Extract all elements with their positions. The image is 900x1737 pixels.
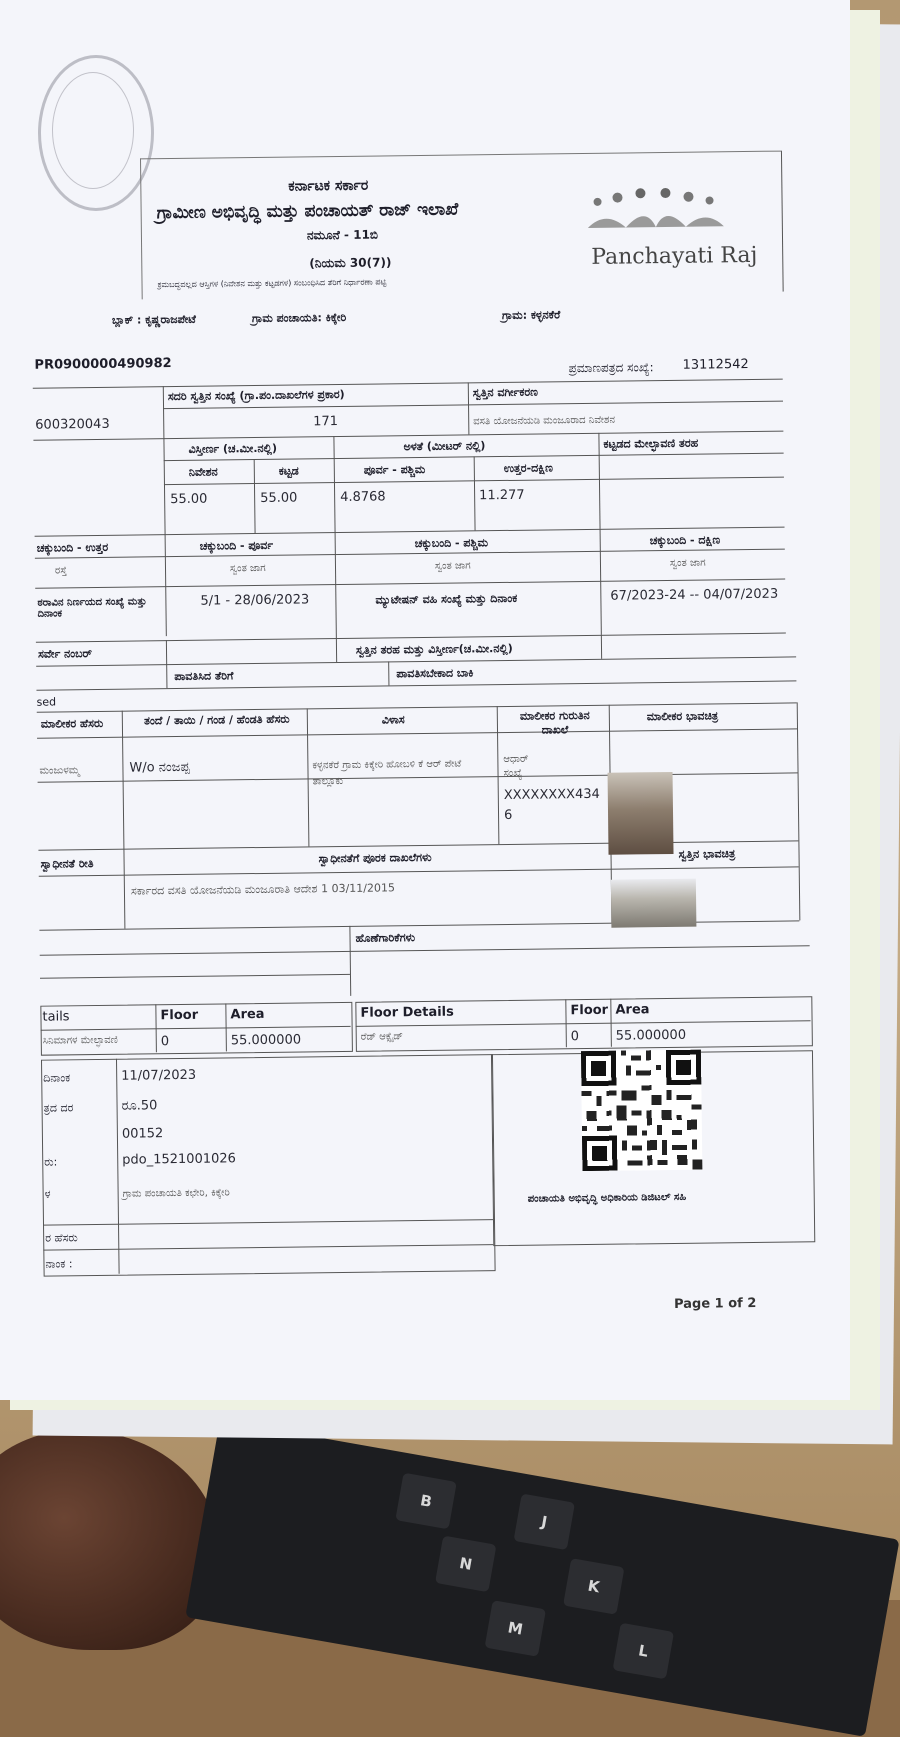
east-label: ಚಕ್ಕುಬಂದಿ - ಪೂರ್ವ xyxy=(199,538,274,553)
building-label: ಕಟ್ಟಡ xyxy=(278,464,299,478)
rule xyxy=(163,386,167,636)
id-line-4: 6 xyxy=(503,807,513,824)
survey-label: ಸರ್ವೇ ನಂಬರ್ xyxy=(37,647,92,661)
ownership-docs-value: ಸರ್ಕಾರದ ವಸತಿ ಯೋಜನೆಯಡಿ ಮಂಜೂರಾತಿ ಆದೇಶ 1 03/11/2015 xyxy=(130,881,396,898)
rule xyxy=(40,974,350,979)
qr-code-icon xyxy=(581,1050,702,1171)
rule xyxy=(122,711,126,929)
rule xyxy=(36,680,796,690)
north-value: ರಸ್ತೆ xyxy=(54,565,67,577)
relation-value: W/o ನಂಜಪ್ಪ xyxy=(129,759,190,776)
owner-name-label: ಮಾಲೀಕರ ಹೆಸರು xyxy=(40,716,104,731)
key-l: L xyxy=(613,1623,675,1680)
owner-photo-label: ಮಾಲೀಕರ ಭಾವಚಿತ್ರ xyxy=(646,709,719,724)
floors-left-floor-label: Floor xyxy=(160,1007,199,1024)
rule xyxy=(333,436,335,532)
date-value: 11/07/2023 xyxy=(121,1067,197,1084)
west-label: ಚಕ್ಕುಬಂದಿ - ಪಶ್ಚಿಮ xyxy=(414,536,489,551)
rule xyxy=(254,459,256,533)
mutation-label: ಮ್ಯುಟೇಷನ್ ವಹಿ ಸಂಖ್ಯೆ ಮತ್ತು ದಿನಾಂಕ xyxy=(375,591,518,607)
floors-left-floor: 0 xyxy=(160,1034,170,1050)
id-line-3: XXXXXXXX434 xyxy=(503,786,600,804)
rule xyxy=(474,456,476,530)
north-label: ಚಕ್ಕುಬಂದಿ - ಉತ್ತರ xyxy=(36,540,109,555)
panchayati-raj-logo-icon xyxy=(585,186,726,238)
rule xyxy=(797,702,801,920)
ns-value: 11.277 xyxy=(479,487,525,504)
class-value: ವಸತಿ ಯೋಜನೆಯಡಿ ಮಂಜೂರಾದ ನಿವೇಶನ xyxy=(473,414,616,428)
fee-label: ತ್ರದ ದರ xyxy=(43,1101,74,1115)
property-photo-label: ಸ್ವತ್ತಿನ ಭಾವಚಿತ್ರ xyxy=(678,847,736,861)
rule xyxy=(349,926,351,996)
floors-right-floor-label: Floor xyxy=(570,1002,609,1019)
rule xyxy=(37,728,797,738)
department-title: ಗ್ರಾಮೀಣ ಅಭಿವೃದ್ಧಿ ಮತ್ತು ಪಂಚಾಯತ್ ರಾಜ್ ಇಲಾಖೆ xyxy=(156,199,459,224)
site-value: 55.00 xyxy=(170,491,208,508)
block-name: ಬ್ಲಾಕ್ : ಕೃಷ್ಣರಾಜಪೇಟೆ xyxy=(111,312,196,327)
site-label: ನಿವೇಶನ xyxy=(188,465,218,479)
id-line-1: ಆಧಾರ್ xyxy=(503,753,529,766)
rule xyxy=(336,638,337,662)
south-value: ಸ್ವಂತ ಜಾಗ xyxy=(669,557,706,569)
owner-photo xyxy=(608,772,674,855)
certificate-number: 13112542 xyxy=(682,356,749,373)
ownership-method-label: ಸ್ವಾಧೀನತೆ ರೀತಿ xyxy=(40,857,94,871)
date2-label: ನಾಂಕ : xyxy=(45,1257,73,1271)
owner-name-value: ಮಂಜುಳಮ್ಮ xyxy=(39,765,80,777)
floors-right-type: ರೆಡ್ ಆಕ್ಸೈಡ್ xyxy=(360,1031,404,1043)
west-value: ಸ್ವಂತ ಜಾಗ xyxy=(434,560,471,572)
date-label: ದಿನಾಂಕ xyxy=(43,1071,71,1085)
ns-label: ಉತ್ತರ-ದಕ್ಷಿಣ xyxy=(503,461,553,475)
user-label: ರು: xyxy=(44,1155,58,1169)
liabilities-label: ಹೊಣೆಗಾರಿಕೆಗಳು xyxy=(355,931,416,945)
owner-id-label: ಮಾಲೀಕರ ಗುರುತಿನ ದಾಖಲೆ xyxy=(519,708,590,737)
form-subtitle: ಕ್ರಮಬದ್ಧವಲ್ಲದ ಆಸ್ತಿಗಳ (ನಿವೇಶನ ಮತ್ತು ಕಟ್ಟಡಗಳ) ಸಂಬಂಧಿಸಿದ ತೆರಿಗೆ ನಿರ್ಧಾರಣಾ ಪಟ್ಟಿ xyxy=(157,277,387,290)
govt-title: ಕರ್ನಾಟಕ ಸರ್ಕಾರ xyxy=(288,177,369,195)
tax-due-label: ಪಾವತಿಸಬೇಕಾದ ಬಾಕಿ xyxy=(396,666,474,681)
left-fragment: sed xyxy=(36,695,57,709)
rule xyxy=(36,656,796,666)
name-label: ರ ಹೆಸರು xyxy=(45,1231,78,1245)
key-m: M xyxy=(485,1600,547,1657)
logo-text: Panchayati Raj xyxy=(591,242,758,270)
prop-no-value: 171 xyxy=(313,414,339,430)
receipt-value: 00152 xyxy=(121,1126,164,1142)
key-n: N xyxy=(435,1536,497,1593)
id-line-2: ಸಂಖ್ಯೆ xyxy=(503,767,523,780)
floors-right-area: 55.000000 xyxy=(615,1027,687,1044)
floors-right-area-label: Area xyxy=(615,1002,650,1018)
user-value: pdo_1521001026 xyxy=(122,1151,236,1168)
digital-signature-label: ಪಂಚಾಯತಿ ಅಭಿವೃದ್ಧಿ ಅಧಿಕಾರಿಯ ಡಿಜಿಟಲ್ ಸಹಿ xyxy=(527,1191,687,1205)
mutation-value: 67/2023-24 -- 04/07/2023 xyxy=(610,586,779,604)
relation-label: ತಂದೆ / ತಾಯಿ / ಗಂಡ / ಹೆಂಡತಿ ಹೆಸರು xyxy=(144,712,290,728)
rule xyxy=(36,633,786,643)
property-type-label: ಸ್ವತ್ತಿನ ತರಹ ಮತ್ತು ವಿಸ್ತೀರ್ಣ(ಚ.ಮೀ.ನಲ್ಲಿ) xyxy=(355,641,513,657)
office-value: ಗ್ರಾಮ ಪಂಚಾಯತಿ ಕಛೇರಿ, ಕಿಕ್ಕೇರಿ xyxy=(122,1187,230,1200)
col-a-value: 600320043 xyxy=(35,416,110,433)
resolution-value: 5/1 - 28/06/2023 xyxy=(200,592,310,609)
rule xyxy=(39,866,799,876)
extent-label: ವಿಸ್ತೀರ್ಣ (ಚ.ಮೀ.ನಲ್ಲಿ) xyxy=(188,441,278,456)
property-photo xyxy=(611,879,697,928)
certificate-label: ಪ್ರಮಾಣಪತ್ರದ ಸಂಖ್ಯೆ: xyxy=(568,360,654,376)
rule xyxy=(598,433,600,529)
fee-value: ರೂ.50 xyxy=(121,1098,158,1114)
rule xyxy=(33,379,783,389)
address-label: ವಿಳಾಸ xyxy=(381,713,405,727)
rule xyxy=(601,635,602,659)
tax-paid-label: ಪಾವತಿಸಿದ ತೆರಿಗೆ xyxy=(174,669,234,684)
form-number: ನಮೂನೆ - 11ಬಿ xyxy=(306,227,379,243)
east-value: ಸ್ವಂತ ಜಾಗ xyxy=(229,562,266,575)
floors-left-area: 55.000000 xyxy=(230,1032,302,1049)
ownership-docs-label: ಸ್ವಾಧೀನತೆಗೆ ಪೂರಕ ದಾಖಲೆಗಳು xyxy=(318,850,432,866)
footer-left-box xyxy=(41,1054,496,1277)
resolution-label: ಠರಾವಿನ ನಿರ್ಣಯದ ಸಂಖ್ಯೆ ಮತ್ತು ದಿನಾಂಕ xyxy=(37,596,147,620)
building-value: 55.00 xyxy=(260,490,298,506)
key-b: B xyxy=(395,1473,457,1530)
rule xyxy=(335,532,337,638)
floors-left-area-label: Area xyxy=(230,1006,265,1023)
floors-left-details-label: tails xyxy=(42,1009,70,1025)
floors-left-type: ಸಿನಿಮಾಗಳ ಮೇಲ್ಛಾವಣಿ xyxy=(42,1034,118,1047)
ew-label: ಪೂರ್ವ - ಪಶ್ಚಿಮ xyxy=(363,462,426,477)
key-k: K xyxy=(563,1558,625,1615)
page-number: Page 1 of 2 xyxy=(673,1295,757,1312)
key-j: J xyxy=(513,1494,575,1551)
form-11b xyxy=(10,150,824,1340)
south-label: ಚಕ್ಕುಬಂದಿ - ದಕ್ಷಿಣ xyxy=(649,533,721,548)
rule xyxy=(40,945,810,955)
dimension-label: ಅಳತೆ (ಮೀಟರ್ ನಲ್ಲಿ) xyxy=(403,439,486,454)
rule xyxy=(388,661,389,685)
class-label: ಸ್ವತ್ತಿನ ವರ್ಗೀಕರಣ xyxy=(472,385,539,400)
building-type-label: ಕಟ್ಟಡದ ಮೇಲ್ಛಾವಣಿ ತರಹ xyxy=(603,436,699,451)
address-value: ಕಳ್ಳನಕೆರೆ ಗ್ರಾಮ ಕಿಕ್ಕೇರಿ ಹೋಬಳಿ ಕೆ ಆರ್ ಪೇಟೆ ತಾಲ್ಲೂಕು xyxy=(312,758,462,788)
floors-right-details-label: Floor Details xyxy=(360,1004,454,1021)
property-id: PR0900000490982 xyxy=(34,356,172,373)
rule xyxy=(468,382,470,434)
village-name: ಗ್ರಾಮ: ಕಳ್ಳನಕೆರೆ xyxy=(501,308,561,323)
gp-name: ಗ್ರಾಮ ಪಂಚಾಯತಿ: ಕಿಕ್ಕೇರಿ xyxy=(251,310,347,326)
rule-number: (ನಿಯಮ 30(7)) xyxy=(309,255,392,271)
rule xyxy=(600,529,602,635)
office-label: ಳ xyxy=(44,1187,51,1201)
floors-right-floor: 0 xyxy=(570,1029,580,1045)
prop-no-label: ಸದರಿ ಸ್ವತ್ತಿನ ಸಂಖ್ಯೆ (ಗ್ರಾ.ಪಂ.ದಾಖಲೆಗಳ ಪ್ರಕಾರ) xyxy=(167,387,345,404)
ew-value: 4.8768 xyxy=(340,489,386,505)
